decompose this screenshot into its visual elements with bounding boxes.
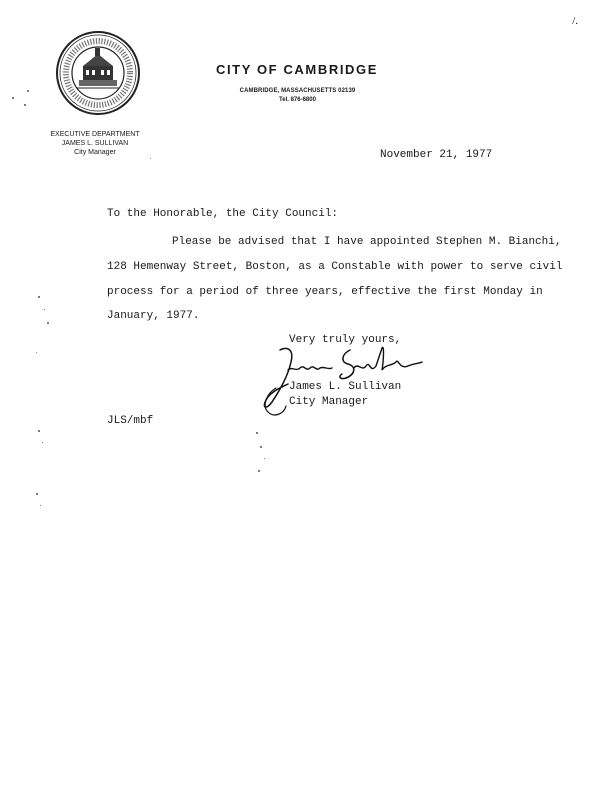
city-title: CITY OF CAMBRIDGE <box>215 62 379 77</box>
speck <box>260 446 262 448</box>
letter-date: November 21, 1977 <box>380 149 493 161</box>
city-seal-icon <box>55 30 141 116</box>
signer-name: James L. Sullivan <box>289 381 402 393</box>
speck <box>44 309 45 310</box>
sender-title: City Manager <box>74 149 116 156</box>
speck <box>42 442 43 443</box>
sender-block <box>40 130 150 157</box>
speck <box>36 493 38 495</box>
speck <box>40 505 41 506</box>
city-phone: Tel. 876-6800 <box>279 97 316 103</box>
speck <box>150 158 151 159</box>
department-label: EXECUTIVE DEPARTMENT <box>50 131 140 138</box>
body-line: 128 Hemenway Street, Boston, as a Constable with power to serve civil <box>107 261 563 273</box>
speck <box>264 458 265 459</box>
speck <box>47 322 49 324</box>
speck <box>27 90 29 92</box>
sender-name: JAMES L. SULLIVAN <box>61 140 129 147</box>
body-line: January, 1977. <box>107 310 200 322</box>
speck <box>256 432 258 434</box>
signer-title: City Manager <box>289 396 369 408</box>
speck <box>24 104 26 106</box>
speck <box>36 352 37 353</box>
corner-mark: /. <box>572 15 578 27</box>
typist-initials: JLS/mbf <box>107 415 154 427</box>
body-line: process for a period of three years, effective the first Monday in <box>107 286 543 298</box>
speck <box>38 430 40 432</box>
closing: Very truly yours, <box>289 334 402 346</box>
city-address: CAMBRIDGE, MASSACHUSETTS 02139 <box>239 88 356 94</box>
salutation: To the Honorable, the City Council: <box>107 208 339 220</box>
speck <box>12 97 14 99</box>
body-line: Please be advised that I have appointed Stephen M. Bianchi, <box>172 236 562 248</box>
speck <box>258 470 260 472</box>
speck <box>38 296 40 298</box>
